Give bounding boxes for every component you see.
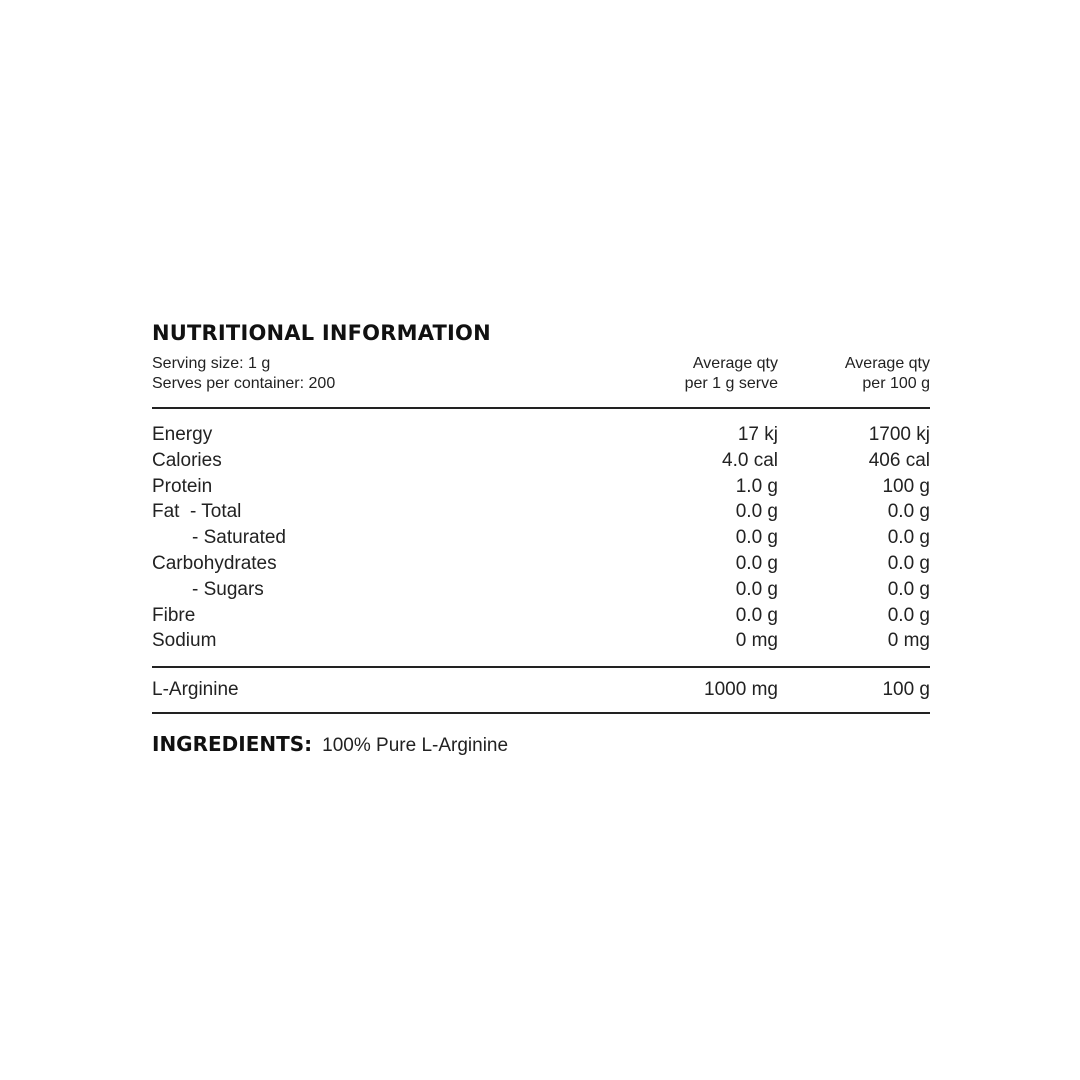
col-per-100g-line1: Average qty	[844, 355, 930, 372]
row-label: Sodium	[152, 630, 217, 652]
table-header	[152, 354, 930, 394]
row-per-100g: 1700 kj	[868, 424, 930, 445]
row-per-100g: 0.0 g	[887, 578, 930, 600]
active-ingredient-row	[152, 668, 930, 712]
row-per-100g: 0.0 g	[887, 527, 930, 549]
col-per-serve-line2: per 1 g serve	[684, 375, 778, 392]
row-per-serve: 0.0 g	[735, 501, 778, 523]
row-per-serve: 0.0 g	[735, 552, 778, 574]
row-per-100g: 0.0 g	[887, 604, 930, 626]
row-label: Calories	[152, 449, 222, 471]
row-label: Fat - Total	[152, 501, 242, 523]
row-per-100g: 100 g	[882, 475, 930, 497]
serving-size: Serving size: 1 g	[152, 355, 271, 372]
serves-per-container: Serves per container: 200	[152, 375, 336, 392]
col-per-serve-line1: Average qty	[692, 355, 778, 372]
nutrition-panel	[152, 318, 930, 757]
active-per-serve: 1000 mg	[704, 679, 778, 701]
row-label: Fibre	[152, 604, 196, 626]
row-per-serve: 0.0 g	[735, 578, 778, 600]
ingredients-heading: INGREDIENTS:	[152, 732, 313, 757]
divider	[152, 712, 930, 714]
nutrient-rows	[152, 409, 930, 666]
row-per-100g: 0 mg	[887, 630, 930, 652]
row-label: Carbohydrates	[152, 552, 277, 574]
row-label: Energy	[152, 424, 213, 445]
row-per-serve: 4.0 cal	[722, 449, 778, 471]
row-label: - Sugars	[192, 578, 264, 600]
row-label: Protein	[152, 475, 213, 497]
ingredients-line	[152, 732, 930, 757]
table-row	[152, 448, 930, 474]
table-row	[152, 551, 930, 577]
row-per-serve: 0 mg	[735, 630, 778, 652]
panel-title: NUTRITIONAL INFORMATION	[152, 321, 491, 345]
table-row	[152, 628, 930, 654]
table-row	[152, 603, 930, 629]
table-row	[152, 474, 930, 500]
row-per-100g: 0.0 g	[887, 501, 930, 523]
row-per-serve: 0.0 g	[735, 527, 778, 549]
row-per-serve: 1.0 g	[735, 475, 778, 497]
row-label: - Saturated	[192, 527, 286, 549]
row-per-100g: 0.0 g	[887, 552, 930, 574]
ingredients-text: 100% Pure L-Arginine	[322, 735, 509, 757]
row-per-serve: 17 kj	[737, 424, 778, 445]
col-per-100g-line2: per 100 g	[862, 375, 930, 392]
table-row	[152, 577, 930, 603]
table-row	[152, 422, 930, 448]
active-label: L-Arginine	[152, 679, 239, 701]
row-per-100g: 406 cal	[868, 449, 930, 471]
table-row	[152, 499, 930, 525]
row-per-serve: 0.0 g	[735, 604, 778, 626]
table-row	[152, 525, 930, 551]
active-per-100g: 100 g	[882, 679, 930, 701]
